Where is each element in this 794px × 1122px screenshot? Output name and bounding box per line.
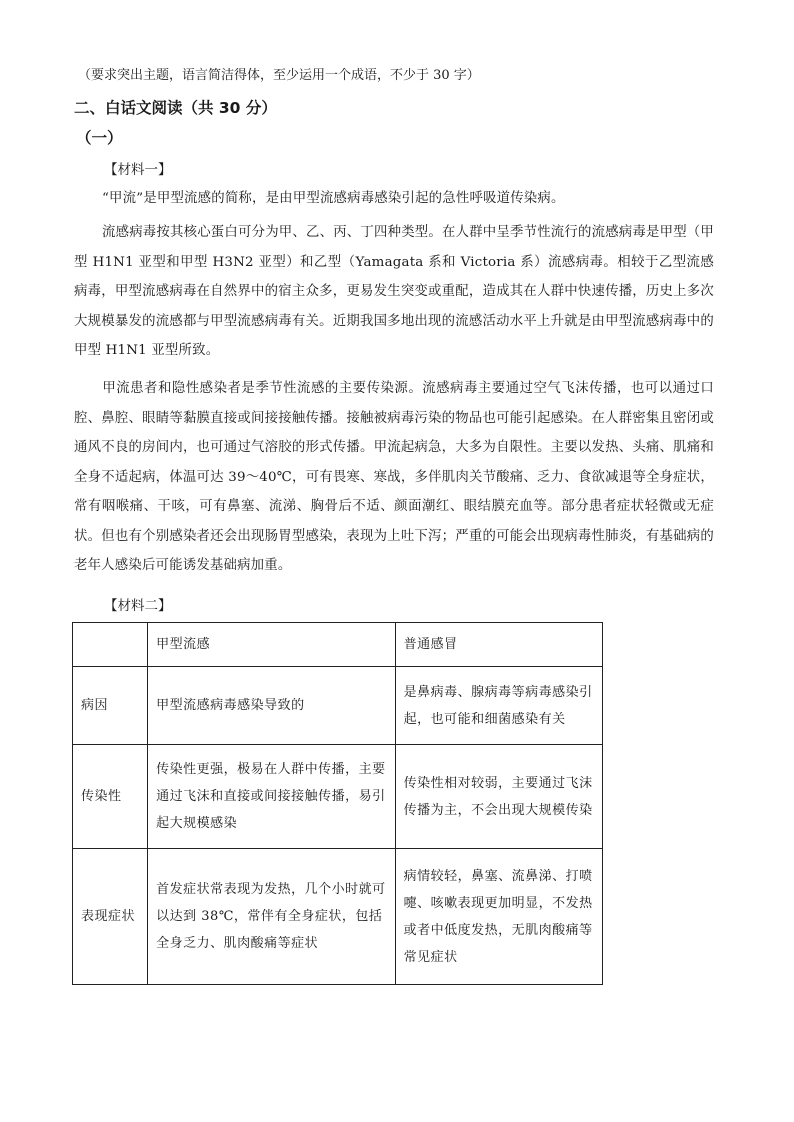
- table-cell: 病情较轻，鼻塞、流鼻涕、打喷嚏、咳嗽表现更加明显，不发热或者中低度发热，无肌肉酸痛等常见症状: [395, 849, 602, 985]
- table-cell: 病因: [73, 667, 148, 745]
- table-cell: 首发症状常表现为发热，几个小时就可以达到 38℃，常伴有全身症状，包括全身乏力、肌肉酸痛等症状: [148, 849, 395, 985]
- table-cell: 表现症状: [73, 849, 148, 985]
- table-cell: 传染性: [73, 745, 148, 849]
- material-one-paragraph-1: “甲流”是甲型流感的简称，是由甲型流感病毒感染引起的急性呼吸道传染病。: [102, 191, 565, 206]
- table-row: [73, 745, 603, 849]
- table-row: [73, 667, 603, 745]
- table-cell: 传染性相对较弱，主要通过飞沫传播为主，不会出现大规模传染: [395, 745, 602, 849]
- material-one-paragraph-2: 流感病毒按其核心蛋白可分为甲、乙、丙、丁四种类型。在人群中呈季节性流行的流感病毒是甲型（甲型 H1N1 亚型和甲型 H3N2 亚型）和乙型（Yamagata 系和 Victoria 系）流感病毒。相较于乙型流感病毒，甲型流感病毒在自然界中的宿主众多，更易发生突变或重配，造成其在人群中快速传播，历史上多次大规模暴发的流感都与甲型流感病毒有关。近期我国多地出现的流感活动水平上升就是由甲型流感病毒中的甲型 H1N1 亚型所致。: [74, 225, 714, 358]
- table-header-row: [73, 623, 603, 667]
- table-header-cell: 普通感冒: [395, 623, 602, 667]
- material-one-paragraph-3: 甲流患者和隐性感染者是季节性流感的主要传染源。流感病毒主要通过空气飞沫传播，也可以通过口腔、鼻腔、眼睛等黏膜直接或间接接触传播。接触被病毒污染的物品也可能引起感染。在人群密集且密闭或通风不良的房间内，也可通过气溶胶的形式传播。甲流起病急，大多为自限性。主要以发热、头痛、肌痛和全身不适起病，体温可达 39～40℃，可有畏寒、寒战，多伴肌肉关节酸痛、乏力、食欲减退等全身症状，常有咽喉痛、干咳，可有鼻塞、流涕、胸骨后不适、颜面潮红、眼结膜充血等。部分患者症状轻微或无症状。但也有个别感染者还会出现肠胃型感染，表现为上吐下泻；严重的可能会出现病毒性肺炎，有基础病的老年人感染后可能诱发基础病加重。: [74, 381, 714, 573]
- table-header-cell: [73, 623, 148, 667]
- material-one-label: 【材料一】: [104, 162, 172, 178]
- table-cell: 传染性更强，极易在人群中传播，主要通过飞沫和直接或间接接触传播，易引起大规模感染: [148, 745, 395, 849]
- section-title: 二、白话文阅读（共 30 分）: [74, 99, 277, 117]
- table-header-cell: 甲型流感: [148, 623, 395, 667]
- sub-section-title: （一）: [76, 129, 123, 147]
- writing-requirement-note: （要求突出主题，语言简洁得体，至少运用一个成语，不少于 30 字）: [78, 68, 480, 83]
- table-row: [73, 849, 603, 985]
- table-cell: 甲型流感病毒感染导致的: [148, 667, 395, 745]
- table-cell: 是鼻病毒、腺病毒等病毒感染引起，也可能和细菌感染有关: [395, 667, 602, 745]
- material-two-label: 【材料二】: [104, 598, 172, 614]
- comparison-table: [72, 622, 603, 985]
